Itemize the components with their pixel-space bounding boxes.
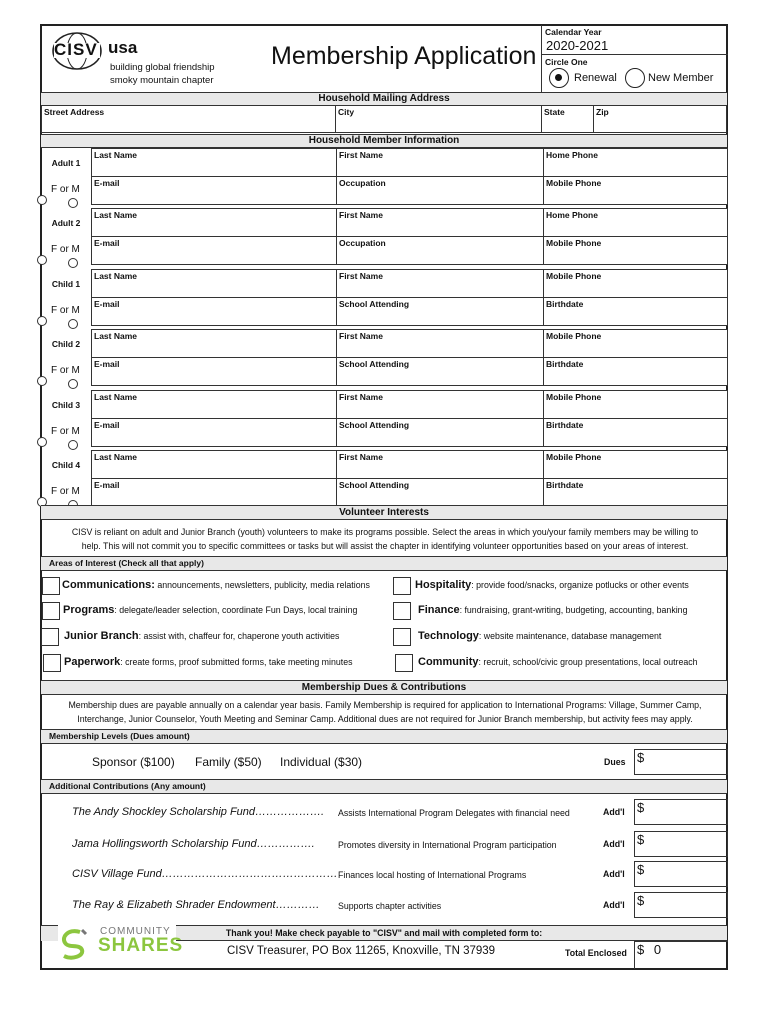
total-enclosed-label: Total Enclosed xyxy=(565,948,627,958)
member-field[interactable] xyxy=(91,329,337,358)
member-field[interactable] xyxy=(91,297,337,326)
member-field[interactable] xyxy=(336,236,544,265)
zip-label: Zip xyxy=(596,107,609,117)
fund-description: Finances local hosting of International Programs xyxy=(338,870,527,880)
member-field-label: Home Phone xyxy=(546,150,598,160)
member-field[interactable] xyxy=(543,418,728,447)
member-field[interactable] xyxy=(336,478,544,507)
member-field[interactable] xyxy=(336,450,544,479)
chapter-name: smoky mountain chapter xyxy=(110,75,214,86)
fund-description: Supports chapter activities xyxy=(338,901,442,911)
member-field-label: Occupation xyxy=(339,178,386,188)
mailing-section-title: Household Mailing Address xyxy=(41,92,727,106)
interest-desc: : website maintenance, database management xyxy=(478,631,662,641)
gender-label: F or M xyxy=(51,486,80,497)
level-individual[interactable]: Individual ($30) xyxy=(280,755,363,769)
member-field[interactable] xyxy=(336,269,544,298)
member-field[interactable] xyxy=(336,390,544,419)
street-label: Street Address xyxy=(44,107,105,117)
fund-currency: $ xyxy=(637,893,645,908)
gender-radio[interactable] xyxy=(68,440,78,450)
interest-label xyxy=(64,656,352,668)
state-label: State xyxy=(544,107,565,117)
member-field-label: Birthdate xyxy=(546,298,584,309)
member-field-label: Home Phone xyxy=(546,210,598,221)
member-field[interactable] xyxy=(91,148,337,177)
fund-amount-field[interactable] xyxy=(634,831,728,857)
areas-of-interest-label: Areas of Interest (Check all that apply) xyxy=(41,556,727,571)
member-field-label: Mobile Phone xyxy=(546,238,602,249)
fund-amount-field[interactable] xyxy=(634,892,728,918)
member-field[interactable] xyxy=(543,297,728,326)
calendar-year: 2020-2021 xyxy=(546,38,609,53)
member-field-label: E-mail xyxy=(94,419,120,430)
interest-name: Paperwork xyxy=(64,656,121,668)
renewal-label: Renewal xyxy=(574,72,617,84)
interest-name: Hospitality xyxy=(415,579,472,591)
member-field[interactable] xyxy=(336,208,544,237)
member-field[interactable] xyxy=(336,297,544,326)
member-field-label: Mobile Phone xyxy=(546,391,602,402)
member-field-label: E-mail xyxy=(94,238,120,249)
fund-currency: $ xyxy=(637,862,645,877)
cs-line2: SHARES xyxy=(98,935,184,956)
member-field[interactable] xyxy=(543,176,728,205)
volunteer-section-title: Volunteer Interests xyxy=(41,505,727,520)
member-field[interactable] xyxy=(336,357,544,386)
member-tag: Adult 2 xyxy=(51,218,81,229)
member-field-label: Last Name xyxy=(94,391,137,402)
member-field-label: Last Name xyxy=(94,210,137,221)
member-field-label: Birthdate xyxy=(546,359,584,370)
gender-label: F or M xyxy=(51,425,80,437)
interest-name: Programs xyxy=(63,604,115,616)
member-field-label: Mobile Phone xyxy=(546,178,602,188)
interest-checkbox[interactable] xyxy=(42,577,60,595)
member-tag: Child 3 xyxy=(51,399,81,410)
gender-radio[interactable] xyxy=(37,195,47,205)
interest-name: Technology xyxy=(418,630,479,642)
member-field-label: First Name xyxy=(339,210,383,221)
community-shares-logo xyxy=(58,924,184,962)
thank-you-text: Thank you! Make check payable to "CISV" and mail with completed form to: xyxy=(225,928,543,938)
members-section-title: Household Member Information xyxy=(41,134,727,148)
fund-amount-field[interactable] xyxy=(634,799,728,825)
city-field[interactable] xyxy=(335,105,542,133)
interest-label xyxy=(64,630,339,642)
member-field[interactable] xyxy=(91,176,337,205)
member-field-label: Mobile Phone xyxy=(546,331,602,342)
interest-checkbox[interactable] xyxy=(393,602,411,620)
member-field[interactable] xyxy=(336,329,544,358)
member-field-label: E-mail xyxy=(94,359,120,370)
interest-checkbox[interactable] xyxy=(41,628,59,646)
member-field-label: Last Name xyxy=(94,150,137,160)
interest-desc: : recruit, school/civic group presentations, local outreach xyxy=(478,657,698,667)
total-enclosed-field[interactable] xyxy=(634,941,728,969)
member-field[interactable] xyxy=(543,329,728,358)
member-field[interactable] xyxy=(91,208,337,237)
gender-radio[interactable] xyxy=(37,437,47,447)
interest-desc: : create forms, proof submitted forms, take meeting minutes xyxy=(120,657,353,667)
calendar-year-label: Calendar Year xyxy=(545,27,602,37)
dues-amount-field[interactable] xyxy=(634,749,728,775)
interest-label xyxy=(418,630,661,642)
dues-currency: $ xyxy=(637,750,645,765)
volunteer-intro-1: CISV is reliant on adult and Junior Branch (youth) volunteers to make its programs possible. Select the areas in which you/your family members may be willing to xyxy=(71,527,699,537)
member-field-label: Last Name xyxy=(94,452,137,462)
membership-levels-label: Membership Levels (Dues amount) xyxy=(41,729,727,744)
dues-label: Dues xyxy=(604,757,626,767)
member-field[interactable] xyxy=(543,148,728,177)
member-field[interactable] xyxy=(91,269,337,298)
member-field-label: First Name xyxy=(339,452,383,462)
interest-checkbox[interactable] xyxy=(393,577,411,595)
member-field[interactable] xyxy=(543,478,728,507)
interest-checkbox[interactable] xyxy=(395,654,413,672)
member-field-label: Occupation xyxy=(339,238,386,249)
member-field[interactable] xyxy=(91,357,337,386)
renewal-radio[interactable] xyxy=(549,68,569,88)
level-family[interactable]: Family ($50) xyxy=(195,755,262,769)
member-field-label: E-mail xyxy=(94,298,120,309)
dues-text-2: Interchange, Junior Counselor, Youth Meeting and Seminar Camp. Additional dues are not required for Junior Branch membership, but activity fees may apply. xyxy=(77,714,693,724)
zip-field[interactable] xyxy=(593,105,727,133)
member-field[interactable] xyxy=(543,269,728,298)
addl-label: Add'l xyxy=(603,900,625,910)
interest-name: Communications: xyxy=(62,579,155,591)
new-member-radio[interactable] xyxy=(625,68,645,88)
interest-name: Junior Branch xyxy=(64,630,139,642)
member-field-label: Last Name xyxy=(94,331,137,342)
fund-currency: $ xyxy=(637,800,645,815)
member-field-label: School Attending xyxy=(339,359,410,370)
member-field-label: School Attending xyxy=(339,419,410,430)
member-field[interactable] xyxy=(91,390,337,419)
member-field-label: Mobile Phone xyxy=(546,270,602,281)
member-field[interactable] xyxy=(91,418,337,447)
interest-desc: : assist with, chaffeur for, chaperone youth activities xyxy=(138,631,340,641)
member-field-label: E-mail xyxy=(94,178,120,188)
page-title: Membership Application xyxy=(271,42,537,70)
member-field-label: First Name xyxy=(339,270,383,281)
interest-desc: announcements, newsletters, publicity, media relations xyxy=(154,580,370,590)
mailing-address: CISV Treasurer, PO Box 11265, Knoxville, TN 37939 xyxy=(227,945,496,957)
member-field-label: School Attending xyxy=(339,298,410,309)
gender-radio[interactable] xyxy=(68,198,78,208)
member-tag: Adult 1 xyxy=(51,158,81,168)
gender-label: F or M xyxy=(51,184,80,195)
total-value: 0 xyxy=(653,942,662,957)
member-field-label: School Attending xyxy=(339,480,410,490)
gender-radio[interactable] xyxy=(37,316,47,326)
member-field[interactable] xyxy=(91,236,337,265)
fund-name: The Andy Shockley Scholarship Fund………………. xyxy=(72,806,325,818)
member-field[interactable] xyxy=(543,208,728,237)
gender-radio[interactable] xyxy=(68,319,78,329)
gender-label: F or M xyxy=(51,365,80,377)
fund-description: Assists International Program Delegates with financial need xyxy=(338,808,570,818)
member-field-label: First Name xyxy=(339,150,383,160)
member-field-label: Mobile Phone xyxy=(546,452,602,462)
cs-line1: COMMUNITY xyxy=(100,926,171,937)
fund-amount-field[interactable] xyxy=(634,861,728,887)
cisv-acronym: CISV xyxy=(54,40,98,59)
member-field[interactable] xyxy=(91,450,337,479)
cisv-logo xyxy=(48,30,106,72)
interest-desc: : fundraising, grant-writing, budgeting, accounting, banking xyxy=(459,605,688,615)
additional-contributions-label: Additional Contributions (Any amount) xyxy=(41,779,727,794)
member-field-label: E-mail xyxy=(94,480,120,490)
fund-name: Jama Hollingsworth Scholarship Fund……………. xyxy=(72,838,315,850)
addl-label: Add'l xyxy=(603,807,625,817)
member-field[interactable] xyxy=(336,176,544,205)
fund-name: The Ray & Elizabeth Shrader Endowment………… xyxy=(72,899,320,911)
gender-label: F or M xyxy=(51,244,80,256)
country: usa xyxy=(108,38,138,57)
member-field-label: First Name xyxy=(339,331,383,342)
member-tag: Child 4 xyxy=(51,460,81,470)
interest-checkbox[interactable] xyxy=(393,628,411,646)
interest-name: Community xyxy=(418,656,479,668)
fund-currency: $ xyxy=(637,832,645,847)
addl-label: Add'l xyxy=(603,839,625,849)
interest-desc: : provide food/snacks, organize potlucks or other events xyxy=(471,580,689,590)
member-tag: Child 2 xyxy=(51,339,81,350)
dues-section-title: Membership Dues & Contributions xyxy=(41,680,727,695)
member-field-label: Birthdate xyxy=(546,480,584,490)
member-field[interactable] xyxy=(543,357,728,386)
dues-text-1: Membership dues are payable annually on a calendar year basis. Family Membership is required for application to International Programs: Village, Summer Camp, xyxy=(68,700,702,710)
total-currency: $ xyxy=(637,942,645,957)
fund-name: CISV Village Fund………………………………………… xyxy=(72,868,338,880)
interest-checkbox[interactable] xyxy=(42,602,60,620)
city-label: City xyxy=(338,107,355,117)
member-field[interactable] xyxy=(91,478,337,507)
member-field[interactable] xyxy=(336,148,544,177)
member-field-label: First Name xyxy=(339,391,383,402)
fund-description: Promotes diversity in International Program participation xyxy=(338,840,557,850)
interest-label xyxy=(418,656,698,668)
volunteer-intro-2: help. This will not commit you to specific committees or tasks but will assist the chapter in identifying volunteer opportunities based on your areas of interest. xyxy=(81,541,689,551)
interest-desc: : delegate/leader selection, coordinate Fun Days, local training xyxy=(114,605,358,615)
addl-label: Add'l xyxy=(603,869,625,879)
member-field[interactable] xyxy=(336,418,544,447)
new-member-label: New Member xyxy=(648,72,714,84)
interest-label xyxy=(63,604,357,616)
street-address-field[interactable] xyxy=(41,105,336,133)
member-field[interactable] xyxy=(543,236,728,265)
member-field-label: Birthdate xyxy=(546,419,584,430)
circle-one-label: Circle One xyxy=(545,57,588,67)
interest-label xyxy=(415,579,689,591)
member-field[interactable] xyxy=(543,450,728,479)
interest-name: Finance xyxy=(418,604,460,616)
member-field[interactable] xyxy=(543,390,728,419)
interest-checkbox[interactable] xyxy=(43,654,61,672)
tagline: building global friendship xyxy=(110,62,215,73)
gender-label: F or M xyxy=(51,304,80,316)
member-field-label: Last Name xyxy=(94,270,137,281)
interest-label xyxy=(62,579,370,591)
interest-label xyxy=(418,604,687,616)
level-sponsor[interactable]: Sponsor ($100) xyxy=(92,755,175,769)
member-tag: Child 1 xyxy=(51,278,81,289)
state-field[interactable] xyxy=(541,105,594,133)
